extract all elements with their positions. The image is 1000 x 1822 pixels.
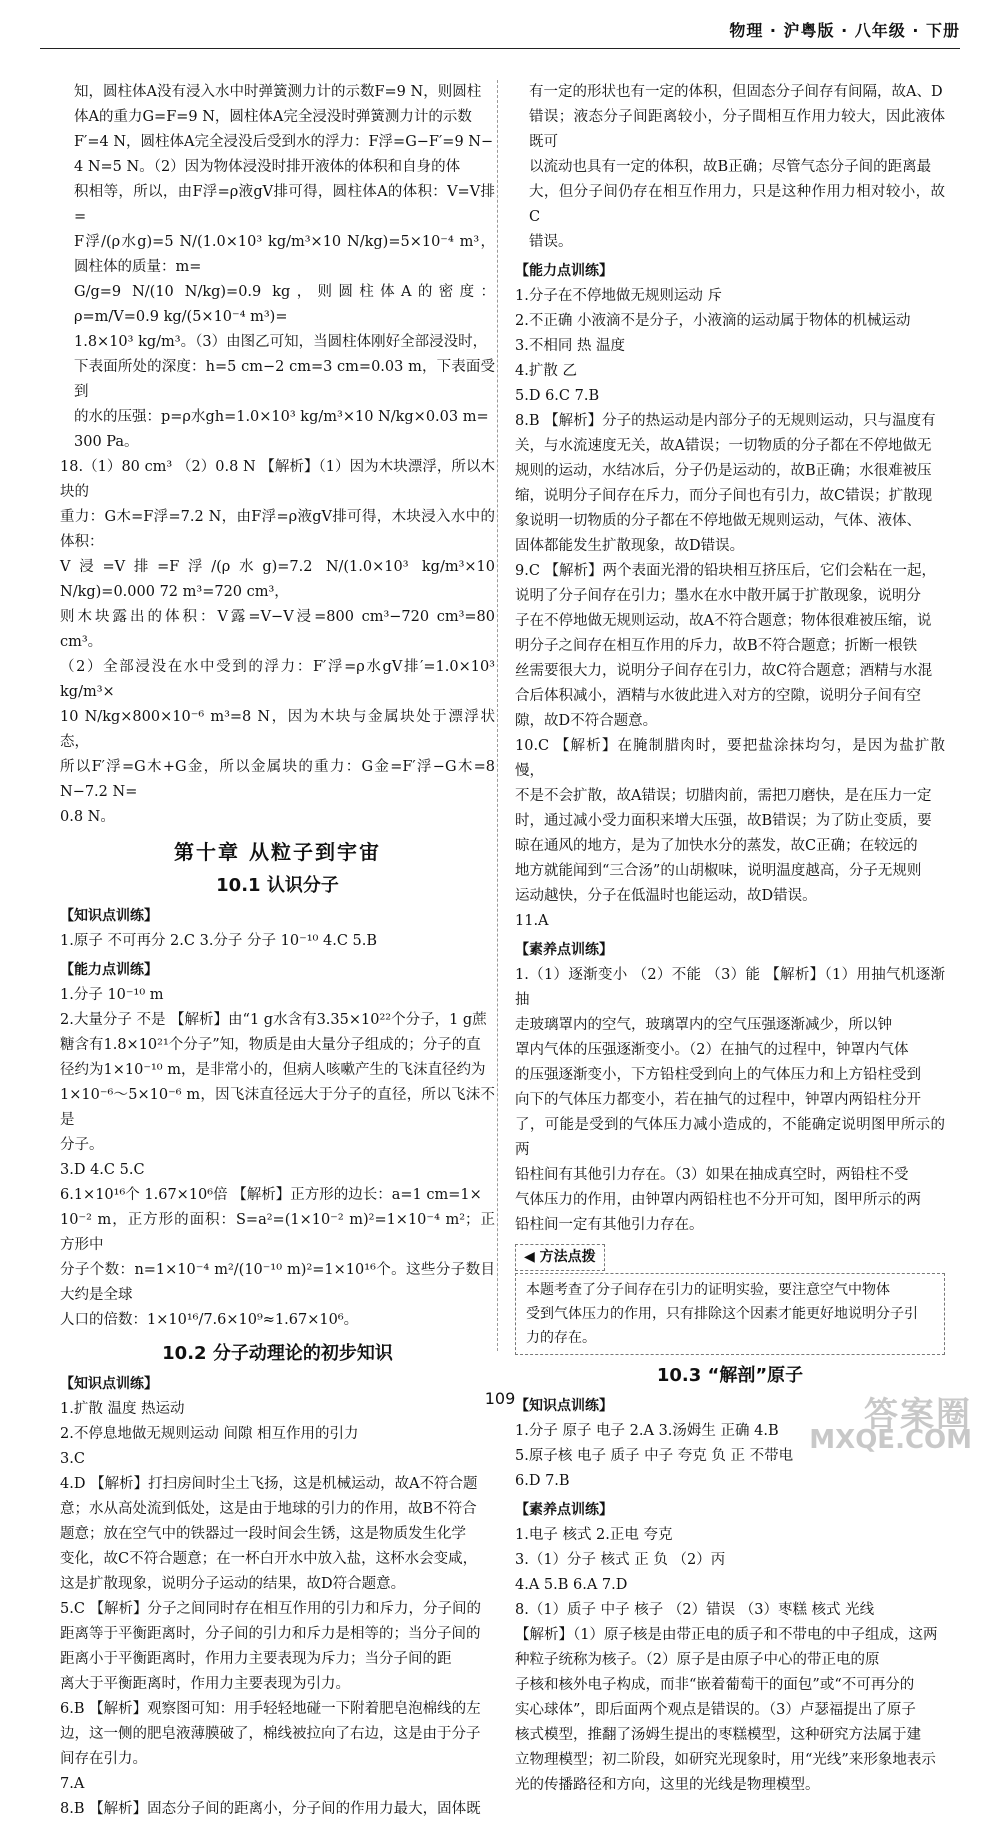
text-line: 说明了分子间存在引力；墨水在水中散开属于扩散现象，说明分 — [515, 588, 921, 604]
text-line: 规则的运动，水结冰后，分子仍是运动的，故B正确；水很难被压 — [515, 463, 932, 479]
text-line: 核式模型，推翻了汤姆生提出的枣糕模型，这种研究方法属于建 — [515, 1727, 921, 1743]
q18-answer — [60, 455, 495, 830]
method-tip-label: 方法点拨 — [539, 1249, 596, 1265]
watermark-url: MXQE.COM — [809, 1425, 972, 1455]
text-line: 错误。 — [529, 234, 573, 250]
text-line: 地方就能闻到“三合汤”的山胡椒味，说明温度越高，分子无规则 — [515, 863, 922, 879]
text-line: 4.扩散 乙 — [515, 363, 577, 379]
text-line: 离大于平衡距离时，作用力主要表现为引力。 — [60, 1676, 350, 1692]
method-tip-box — [515, 1273, 945, 1355]
text-line: 1.（1）逐渐变小 （2）不能 （3）能 【解析】（1）用抽气机逐渐抽 — [515, 967, 945, 1008]
text-line: 不是不会扩散，故A错误；切腊肉前，需把刀磨快，是在压力一定 — [515, 788, 932, 804]
text-line: 1.分子 原子 电子 2.A 3.汤姆生 正确 4.B — [515, 1423, 779, 1439]
section-10-2-title: 10.2 分子动理论的初步知识 — [162, 1343, 393, 1364]
text-line: 晾在通风的地方，是为了加快水分的蒸发，故C正确；在较远的 — [515, 838, 918, 854]
text-line: F′=4 N，圆柱体A完全浸没后受到水的浮力：F浮=G−F′=9 N− — [74, 134, 494, 150]
q17-continuation — [60, 80, 495, 455]
text-line: 距离小于平衡距离时，作用力主要表现为斥力；当分子间的距 — [60, 1651, 452, 1667]
text-line: 有一定的形状也有一定的体积，但固态分子间存有间隔，故A、D — [529, 84, 943, 100]
text-line: 下表面所处的深度：h=5 cm−2 cm=3 cm=0.03 m，下表面受到 — [74, 359, 495, 400]
section-10-1-title: 10.1 认识分子 — [216, 875, 339, 896]
knowledge-heading: 【知识点训练】 — [515, 1398, 613, 1414]
text-line: 8.（1）质子 中子 核子 （2）错误 （3）枣糕 核式 光线 — [515, 1602, 875, 1618]
right-column — [515, 80, 945, 1798]
text-line: 3.不相同 热 温度 — [515, 338, 626, 354]
text-line: 意；水从高处流到低处，这是由于地球的引力的作用，故B不符合 — [60, 1501, 477, 1517]
text-line: 1.扩散 温度 热运动 — [60, 1401, 185, 1417]
text-line: 4.D 【解析】打扫房间时尘土飞扬，这是机械运动，故A不符合题 — [60, 1476, 478, 1492]
text-line: 象说明一切物质的分子都在不停地做无规则运动，气体、液体、 — [515, 513, 921, 529]
text-line: 5.原子核 电子 质子 中子 夸克 负 正 不带电 — [515, 1448, 794, 1464]
text-line: 关，与水流速度无关，故A错误；一切物质的分子都在不停地做无 — [515, 438, 932, 454]
text-line: 3.D 4.C 5.C — [60, 1162, 145, 1178]
text-line: 10.C 【解析】在腌制腊肉时，要把盐涂抹均匀，是因为盐扩散慢， — [515, 738, 945, 779]
text-line: 缩，说明分子间存在斥力，而分子间也有引力，故C错误；扩散现 — [515, 488, 933, 504]
text-line: 5.D 6.C 7.B — [515, 388, 600, 404]
text-line: 7.A — [60, 1776, 85, 1792]
text-line: 300 Pa。 — [74, 434, 139, 450]
text-line: 2.不停息地做无规则运动 间隙 相互作用的引力 — [60, 1426, 359, 1442]
text-line: 错误；液态分子间距离较小，分子間相互作用力较大，因此液体既可 — [529, 109, 945, 150]
text-line: 时，通过减小受力面积来增大压强，故B错误；为了防止变质，要 — [515, 813, 932, 829]
q8-continuation — [515, 80, 945, 255]
s102-ability — [515, 284, 945, 934]
text-line: 0.8 N。 — [60, 809, 115, 825]
text-line: 5.C 【解析】分子之间同时存在相互作用的引力和斥力，分子间的 — [60, 1601, 482, 1617]
text-line: 力的存在。 — [526, 1330, 596, 1346]
text-line: F浮/(ρ水g)=5 N/(1.0×10³ kg/m³×10 N/kg)=5×10⁻⁴ m³，圆柱体的质量：m= — [74, 234, 495, 275]
text-line: 实心球体”，即后面两个观点是错误的。（3）卢瑟福提出了原子 — [515, 1702, 916, 1718]
text-line: 隙，故D不符合题意。 — [515, 713, 658, 729]
text-line: 铅柱间有其他引力存在。（3）如果在抽成真空时，两铅柱不受 — [515, 1167, 909, 1183]
text-line: 光的传播路径和方向，这里的光线是物理模型。 — [515, 1777, 820, 1793]
text-line: 1×10⁻⁶～5×10⁻⁶ m，因飞沫直径远大于分子的直径，所以飞沫不是 — [60, 1087, 495, 1128]
method-tip-title — [515, 1244, 605, 1271]
ability-heading: 【能力点训练】 — [60, 962, 158, 978]
text-line: 子核和核外电子构成，而非“嵌着葡萄干的面包”或“不可再分的 — [515, 1677, 915, 1693]
s101-knowledge — [60, 929, 495, 954]
ability-heading: 【能力点训练】 — [515, 263, 613, 279]
text-line: 4.A 5.B 6.A 7.D — [515, 1577, 628, 1593]
text-line: 罩内气体的压强逐渐变小。（2）在抽气的过程中，钟罩内气体 — [515, 1042, 909, 1058]
section-10-3-title: 10.3 “解剖”原子 — [656, 1365, 804, 1386]
text-line: 本题考查了分子间存在引力的证明实验，要注意空气中物体 — [526, 1282, 890, 1298]
text-line: 题意；放在空气中的铁器过一段时间会生锈，这是物质发生化学 — [60, 1526, 466, 1542]
text-line: 立物理模型；初二阶段，如研究光现象时，用“光线”来形象地表示 — [515, 1752, 936, 1768]
text-line: 1.分子在不停地做无规则运动 斥 — [515, 288, 722, 304]
text-line: 变化，故C不符合题意；在一杯白开水中放入盐，这杯水会变咸， — [60, 1551, 478, 1567]
literacy-heading: 【素养点训练】 — [515, 1502, 613, 1518]
text-line: 2.不正确 小液滴不是分子，小液滴的运动属于物体的机械运动 — [515, 313, 911, 329]
text-line: 6.B 【解析】观察图可知：用手轻轻地碰一下附着肥皂泡棉线的左 — [60, 1701, 481, 1717]
text-line: 8.B 【解析】固态分子间的距离小，分子间的作用力最大，固体既 — [60, 1801, 481, 1817]
text-line: 明分子之间存在相互作用的斥力，故B不符合题意；折断一根铁 — [515, 638, 918, 654]
text-line: 受到气体压力的作用，只有排除这个因素才能更好地说明分子引 — [526, 1306, 918, 1322]
text-line: 18.（1）80 cm³ （2）0.8 N 【解析】（1）因为木块漂浮，所以木块的 — [60, 459, 495, 500]
text-line: 糖含有1.8×10²¹个分子”知，物质是由大量分子组成的；分子的直 — [60, 1037, 481, 1053]
text-line: 【解析】（1）原子核是由带正电的质子和不带电的中子组成，这两 — [515, 1627, 938, 1643]
text-line: 则木块露出的体积：V露=V−V浸=800 cm³−720 cm³=80 cm³。 — [60, 609, 495, 650]
s103-analysis — [515, 1623, 945, 1798]
text-line: 固体都能发生扩散现象，故D错误。 — [515, 538, 745, 554]
text-line: 的水的压强：p=ρ水gh=1.0×10³ kg/m³×10 N/kg×0.03 m= — [74, 409, 489, 425]
text-line: 4 N=5 N。（2）因为物体浸没时排开液体的体积和自身的体 — [74, 159, 461, 175]
text-line: 边，这一侧的肥皂液薄膜破了，棉线被拉向了右边，这是由于分子 — [60, 1726, 481, 1742]
text-line: 气体压力的作用，由钟罩内两铅柱也不分开可知，图甲所示的两 — [515, 1192, 921, 1208]
text-line: 1.电子 核式 2.正电 夸克 — [515, 1527, 673, 1543]
text-line: 间存在引力。 — [60, 1751, 147, 1767]
text-line: 2.大量分子 不是 【解析】由“1 g水含有3.35×10²²个分子，1 g蔗 — [60, 1012, 487, 1028]
watermark — [809, 1395, 972, 1455]
page-header: 物理 · 沪粤版 · 八年级 · 下册 — [729, 21, 960, 40]
s101-ability — [60, 983, 495, 1333]
text-line: 向下的气体压力都变小，若在抽气的过程中，钟罩内两铅柱分开 — [515, 1092, 921, 1108]
header-rule — [40, 48, 960, 49]
text-line: 3.C — [60, 1451, 85, 1467]
text-line: 9.C 【解析】两个表面光滑的铅块相互挤压后，它们会粘在一起， — [515, 563, 937, 579]
text-line: 1.8×10³ kg/m³。（3）由图乙可知，当圆柱体刚好全部浸没时， — [74, 334, 488, 350]
text-line: 分子个数：n=1×10⁻⁴ m²/(10⁻¹⁰ m)²=1×10¹⁶个。这些分子数目大约是全球 — [60, 1262, 495, 1303]
text-line: 子在不停地做无规则运动，故A不符合题意；物体很难被压缩，说 — [515, 613, 932, 629]
text-line: 的压强逐渐变小，下方铅柱受到向上的气体压力和上方铅柱受到 — [515, 1067, 921, 1083]
speaker-icon: ◀ — [524, 1249, 540, 1265]
page-number: 109 — [484, 1389, 516, 1408]
text-line: 6.1×10¹⁶个 1.67×10⁶倍 【解析】正方形的边长：a=1 cm=1× — [60, 1187, 482, 1203]
chapter-title: 第十章 从粒子到宇宙 — [174, 840, 381, 864]
text-line: 1.分子 10⁻¹⁰ m — [60, 987, 164, 1003]
text-line: 分子。 — [60, 1137, 104, 1153]
text-line: （2）全部浸没在水中受到的浮力：F′浮=ρ水gV排′=1.0×10³ kg/m³× — [60, 659, 495, 700]
text-line: 知，圆柱体A没有浸入水中时弹簧测力计的示数F=9 N，则圆柱 — [74, 84, 482, 100]
text-line: 人口的倍数：1×10¹⁶/7.6×10⁹≈1.67×10⁶。 — [60, 1312, 359, 1328]
text-line: 10 N/kg×800×10⁻⁶ m³=8 N，因为木块与金属块处于漂浮状态， — [60, 709, 495, 750]
text-line: 8.B 【解析】分子的热运动是内部分子的无规则运动，只与温度有 — [515, 413, 936, 429]
text-line: 丝需要很大力，说明分子间存在引力，故C符合题意；酒精与水混 — [515, 663, 933, 679]
text-line: 积相等，所以，由F浮=ρ液gV排可得，圆柱体A的体积：V=V排= — [74, 184, 495, 225]
s103-literacy — [515, 1523, 945, 1623]
text-line: 了，可能是受到的气体压力减小造成的，不能确定说明图甲所示的两 — [515, 1117, 945, 1158]
literacy-heading: 【素养点训练】 — [515, 942, 613, 958]
s102-literacy — [515, 963, 945, 1238]
text-line: 大，但分子间仍存在相互作用力，只是这种作用力相对较小，故C — [529, 184, 945, 225]
text-line: 10⁻² m，正方形的面积：S=a²=(1×10⁻² m)²=1×10⁻⁴ m²；正方形中 — [60, 1212, 495, 1253]
left-column — [60, 80, 495, 1822]
text-line: 1.原子 不可再分 2.C 3.分子 分子 10⁻¹⁰ 4.C 5.B — [60, 933, 378, 949]
watermark-logo: 答案圈 — [864, 1395, 972, 1435]
text-line: 运动越快，分子在低温时也能运动，故D错误。 — [515, 888, 817, 904]
text-line: 这是扩散现象，说明分子运动的结果，故D符合题意。 — [60, 1576, 406, 1592]
text-line: 以流动也具有一定的体积，故B正确；尽管气态分子间的距离最 — [529, 159, 932, 175]
text-line: 走玻璃罩内的空气，玻璃罩内的空气压强逐渐减少，所以钟 — [515, 1017, 892, 1033]
column-divider — [497, 80, 498, 1351]
text-line: 合后体积减小，酒精与水彼此进入对方的空隙，说明分子间有空 — [515, 688, 921, 704]
text-line: 6.D 7.B — [515, 1473, 570, 1489]
text-line: 种粒子统称为核子。（2）原子是由原子中心的带正电的原 — [515, 1652, 880, 1668]
knowledge-heading: 【知识点训练】 — [60, 1376, 158, 1392]
text-line: 重力：G木=F浮=7.2 N，由F浮=ρ液gV排可得，木块浸入水中的体积： — [60, 509, 495, 550]
text-line: 铅柱间一定有其他引力存在。 — [515, 1217, 704, 1233]
text-line: 径约为1×10⁻¹⁰ m，是非常小的，但病人咳嗽产生的飞沫直径约为 — [60, 1062, 486, 1078]
text-line: 距离等于平衡距离时，分子间的引力和斥力是相等的；当分子间的 — [60, 1626, 481, 1642]
text-line: 所以F′浮=G木+G金，所以金属块的重力：G金=F′浮−G木=8 N−7.2 N= — [60, 759, 495, 800]
text-line: V浸=V排=F浮/(ρ水g)=7.2 N/(1.0×10³ kg/m³×10 N/kg)=0.000 72 m³=720 cm³， — [60, 559, 495, 600]
text-line: 11.A — [515, 913, 549, 929]
knowledge-heading: 【知识点训练】 — [60, 908, 158, 924]
text-line: 体A的重力G=F=9 N，圆柱体A完全浸没时弹簧测力计的示数 — [74, 109, 472, 125]
text-line: 3.（1）分子 核式 正 负 （2）丙 — [515, 1552, 726, 1568]
text-line: G/g=9 N/(10 N/kg)=0.9 kg，则圆柱体A的密度：ρ=m/V=0.9 kg/(5×10⁻⁴ m³)= — [74, 284, 495, 325]
